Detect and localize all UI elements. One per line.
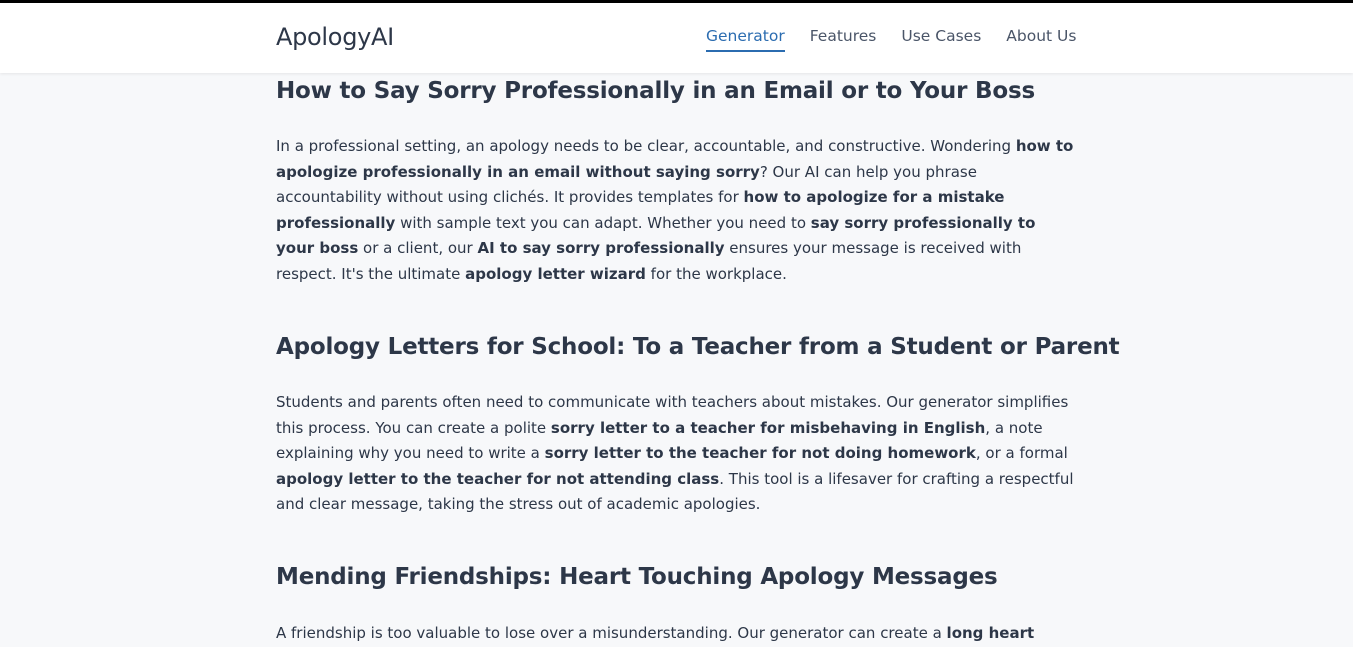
emphasis-text: long heart <box>946 624 1035 642</box>
section-body-professional <box>276 134 1076 288</box>
emphasis-text: say sorry professionally to your boss <box>276 213 1036 258</box>
paragraph-text: with sample text you can adapt. Whether you need to <box>395 213 811 232</box>
main-nav <box>706 27 1076 52</box>
paragraph-text: ? Our AI can help you phrase accountability without using clichés. It provides templates for <box>276 162 977 207</box>
nav-about-us[interactable]: About Us <box>1006 27 1077 45</box>
paragraph-text: for the workplace. <box>645 264 787 283</box>
paragraph-text: Students and parents often need to communicate with teachers about mistakes. Our generator simplifies this process. You can create a polite <box>276 393 1069 437</box>
section-body-friendships <box>276 621 1076 647</box>
emphasis-text: sorry letter to a teacher for misbehaving in English <box>550 418 986 437</box>
section-title-friendships: Mending Friendships: Heart Touching Apology Messages <box>276 564 998 590</box>
paragraph-text: ensures your message is received with respect. It's the ultimate <box>276 239 1022 283</box>
brand-logo[interactable]: ApologyAI <box>276 23 394 51</box>
nav-features[interactable]: Features <box>809 27 877 45</box>
paragraph-text: In a professional setting, an apology needs to be clear, accountable, and constructive. Wondering <box>276 137 1016 155</box>
emphasis-text: apology letter to the teacher for not attending class <box>276 469 720 488</box>
paragraph-text: A friendship is too valuable to lose over a misunderstanding. Our generator can create a <box>276 624 947 642</box>
paragraph-text: . This tool is a lifesaver for crafting a respectful and clear message, taking the stress out of academic apologies. <box>276 469 1074 514</box>
emphasis-text: apology letter wizard <box>465 264 646 283</box>
nav-use-cases[interactable]: Use Cases <box>901 27 982 45</box>
emphasis-text: sorry letter to the teacher for not doing homework <box>544 444 976 463</box>
emphasis-text: how to apologize professionally in an email without saying sorry <box>276 137 1074 181</box>
emphasis-text: how to apologize for a mistake professionally <box>276 188 1005 232</box>
emphasis-text: AI to say sorry professionally <box>477 239 725 258</box>
paragraph-text: or a client, our <box>358 239 478 258</box>
paragraph-text: , or a formal <box>975 444 1068 463</box>
section-title-school: Apology Letters for School: To a Teacher from a Student or Parent <box>276 334 1120 360</box>
section-body-school <box>276 390 1076 518</box>
section-title-professional: How to Say Sorry Professionally in an Email or to Your Boss <box>276 78 1035 104</box>
paragraph-text: , a note explaining why you need to write a <box>276 418 1043 463</box>
site-header <box>0 3 1353 73</box>
nav-generator[interactable]: Generator <box>706 27 785 52</box>
